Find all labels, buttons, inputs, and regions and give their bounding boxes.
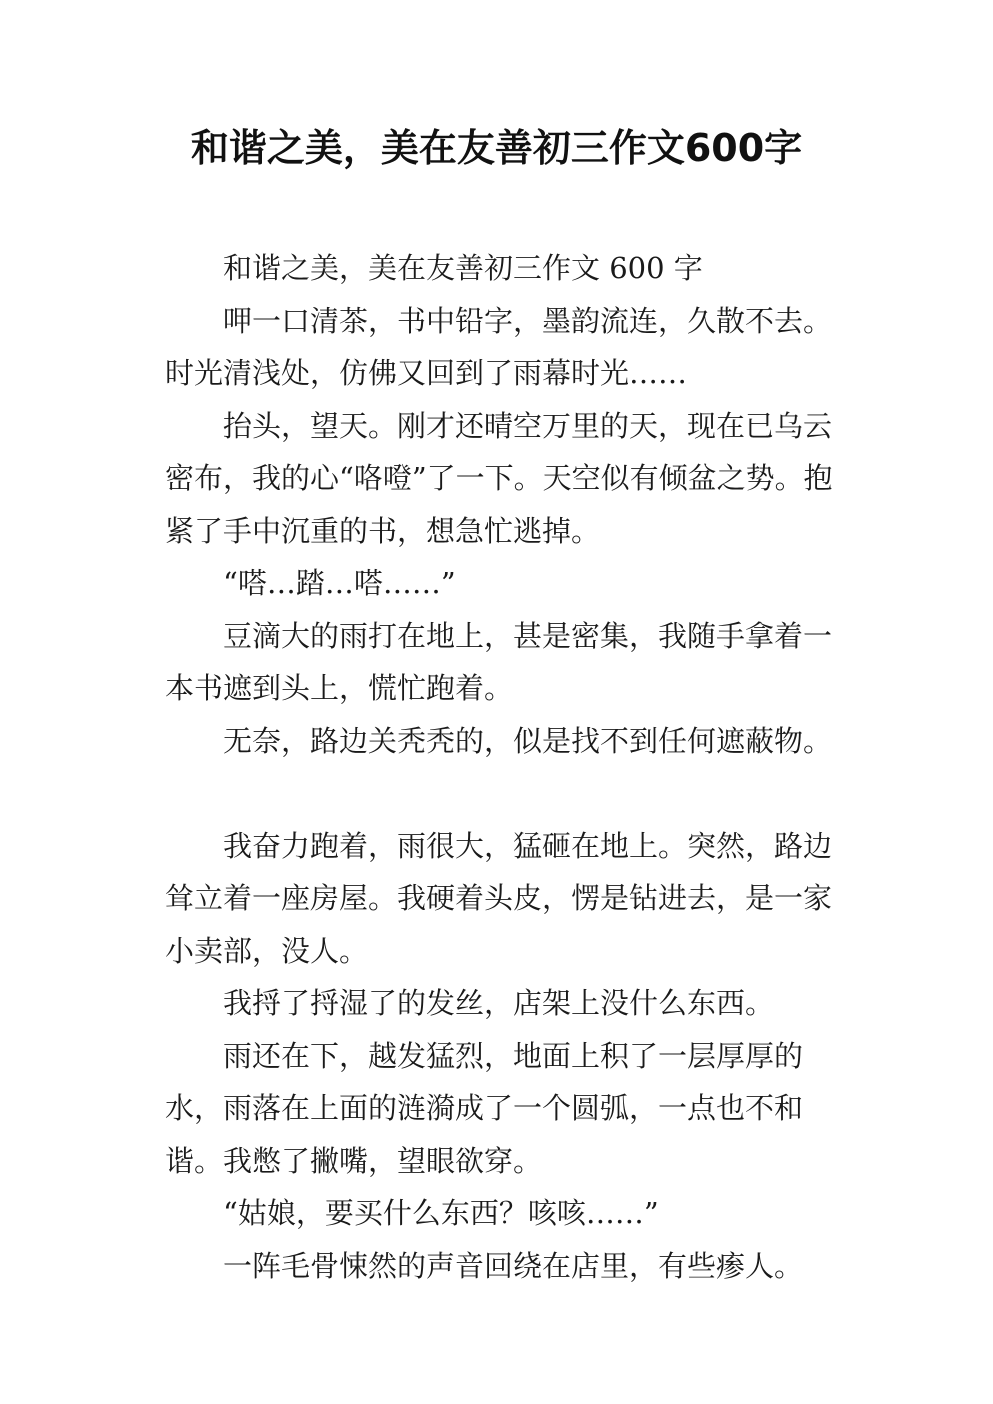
document-title: 和谐之美，美在友善初三作文600字 xyxy=(190,126,803,170)
paragraph: 我捋了捋湿了的发丝，店架上没什么东西。 xyxy=(223,986,775,1020)
paragraph-heading-repeat: 和谐之美，美在友善初三作文 600 字 xyxy=(223,251,703,285)
paragraph: 我奋力跑着，雨很大，猛砸在地上。突然，路边耸立着一座房屋。我硬着头皮，愣是钻进去，是一家小卖部，没人。 xyxy=(165,828,833,968)
paragraph: 雨还在下，越发猛烈，地面上积了一层厚厚的水，雨落在上面的涟漪成了一个圆弧，一点也不和谐。我憋了撇嘴，望眼欲穿。 xyxy=(165,1038,804,1178)
paragraph: 豆滴大的雨打在地上，甚是密集，我随手拿着一本书遮到头上，慌忙跑着。 xyxy=(165,618,833,705)
blank-line xyxy=(165,767,845,820)
paragraph: “嗒…踏…嗒……” xyxy=(223,566,456,600)
paragraph: 无奈，路边关秃秃的，似是找不到任何遮蔽物。 xyxy=(223,723,833,758)
paragraph: 抬头，望天。刚才还晴空万里的天，现在已乌云密布，我的心“咯噔”了一下。天空似有倾盆之势。抱紧了手中沉重的书，想急忙逃掉。 xyxy=(165,408,833,548)
document-body xyxy=(165,242,845,1292)
paragraph: 一阵毛骨悚然的声音回绕在店里，有些瘆人。 xyxy=(223,1248,804,1283)
paragraph: “姑娘，要买什么东西？咳咳……” xyxy=(223,1196,659,1230)
paragraph: 呷一口清茶，书中铅字，墨韵流连，久散不去。时光清浅处，仿佛又回到了雨幕时光…… xyxy=(165,303,833,390)
